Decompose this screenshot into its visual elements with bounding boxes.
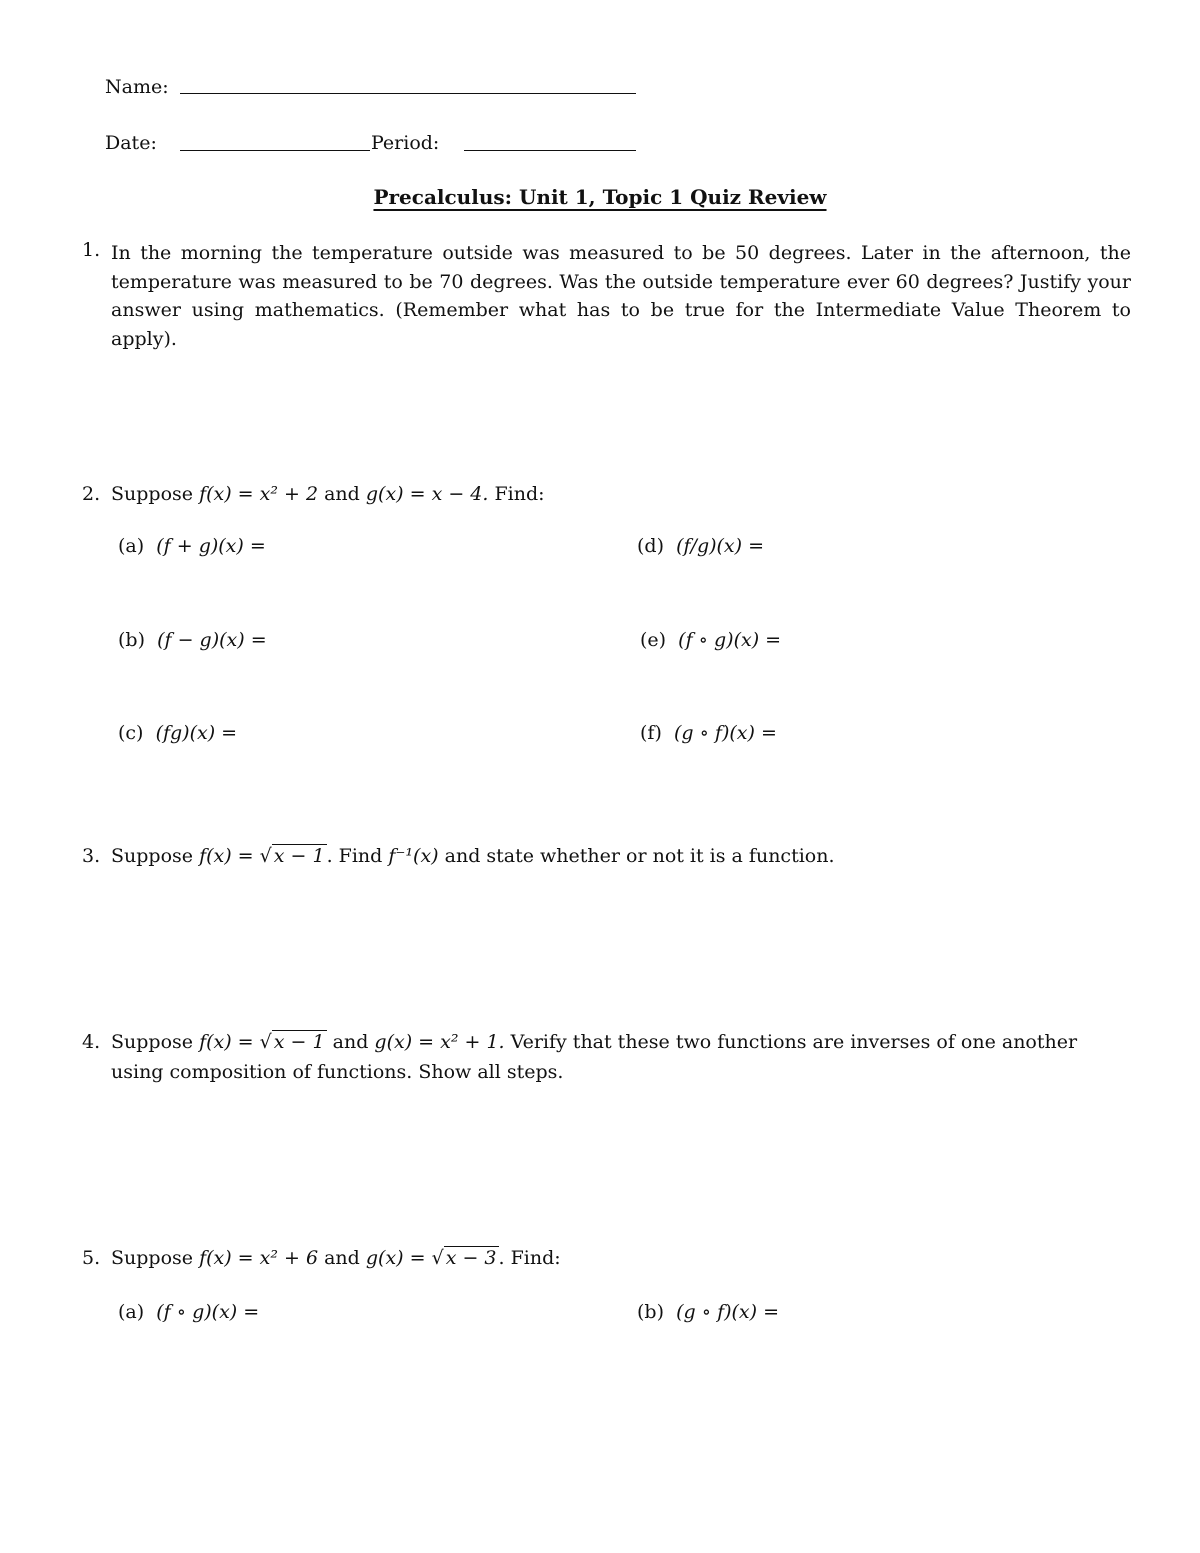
q3-f-lhs: f(x) = — [199, 845, 254, 867]
q5-number: 5. — [82, 1247, 101, 1269]
page-title: Precalculus: Unit 1, Topic 1 Quiz Review — [373, 185, 827, 209]
part-expression: (f/g)(x) = — [676, 535, 765, 557]
q1-number: 1. — [82, 239, 101, 261]
name-label: Name: — [105, 76, 169, 98]
q3-inverse: f⁻¹(x) — [388, 845, 439, 867]
q5-statement — [111, 1247, 561, 1269]
part-expression: (f ∘ g)(x) = — [678, 629, 782, 651]
q5-prefix: Suppose — [111, 1247, 194, 1269]
part-label: (f) — [640, 722, 662, 744]
part-expression: (g ∘ f)(x) = — [673, 722, 777, 744]
q3-suffix: and state whether or not it is a function. — [444, 845, 835, 867]
q5-joiner: and — [324, 1247, 360, 1269]
part-expression: (f + g)(x) = — [156, 535, 266, 557]
q4-joiner: and — [332, 1031, 369, 1053]
q3-number: 3. — [82, 845, 101, 867]
q4-radicand: x − 1 — [273, 1031, 325, 1053]
q2-part-a — [118, 535, 266, 557]
q3-radicand: x − 1 — [273, 845, 325, 867]
q4-f-lhs: f(x) = — [199, 1031, 254, 1053]
q2-number: 2. — [82, 483, 101, 505]
q4-statement-line1 — [111, 1031, 1077, 1053]
q4-number: 4. — [82, 1031, 101, 1053]
part-expression: (f − g)(x) = — [157, 629, 267, 651]
q5-g-lhs: g(x) = — [365, 1247, 426, 1269]
part-expression: (g ∘ f)(x) = — [676, 1301, 780, 1323]
q5-part-b — [637, 1301, 779, 1323]
q4-g-def: g(x) = x² + 1. — [374, 1031, 505, 1053]
date-label: Date: — [105, 132, 157, 154]
q4-line1-suffix: Verify that these two functions are inverses of one another — [510, 1031, 1078, 1053]
date-field-line[interactable] — [180, 150, 370, 151]
part-label: (e) — [640, 629, 667, 651]
q1-text: In the morning the temperature outside was measured to be 50 degrees. Later in the afternoon, the temperature was measured to be 70 degrees. Was the outside temperature ever 60 degrees? Justify your answer using mathematics. (Remember what has to be true for the Intermediate Value Theorem to apply). — [111, 242, 1131, 350]
part-expression: (fg)(x) = — [155, 722, 238, 744]
q5-part-a — [118, 1301, 259, 1323]
sqrt-symbol: √ x − 1 — [259, 845, 325, 867]
part-expression: (f ∘ g)(x) = — [156, 1301, 260, 1323]
period-label: Period: — [371, 132, 440, 154]
q5-suffix: . Find: — [498, 1247, 561, 1269]
period-field-line[interactable] — [464, 150, 636, 151]
part-label: (b) — [637, 1301, 664, 1323]
part-label: (a) — [118, 535, 145, 557]
q2-g-def: g(x) = x − 4. — [365, 483, 489, 505]
q4-statement-line2: using composition of functions. Show all steps. — [111, 1061, 564, 1083]
q2-suffix: Find: — [494, 483, 545, 505]
q2-prefix: Suppose — [111, 483, 194, 505]
q3-middle: . Find — [326, 845, 383, 867]
q3-prefix: Suppose — [111, 845, 194, 867]
sqrt-symbol: √ x − 1 — [259, 1031, 325, 1053]
part-label: (a) — [118, 1301, 145, 1323]
q2-part-b — [118, 629, 267, 651]
q2-f-def: f(x) = x² + 2 — [199, 483, 319, 505]
part-label: (d) — [637, 535, 664, 557]
name-field-line[interactable] — [180, 93, 636, 94]
q2-part-c — [118, 722, 237, 744]
q3-statement — [111, 845, 835, 867]
q2-joiner: and — [324, 483, 360, 505]
sqrt-symbol: √ x − 3 — [431, 1247, 497, 1269]
q2-part-e — [640, 629, 781, 651]
part-label: (c) — [118, 722, 144, 744]
q4-prefix: Suppose — [111, 1031, 194, 1053]
q2-statement — [111, 483, 545, 505]
q5-radicand: x − 3 — [445, 1247, 497, 1269]
part-label: (b) — [118, 629, 145, 651]
q5-f-def: f(x) = x² + 6 — [199, 1247, 319, 1269]
q2-part-d — [637, 535, 764, 557]
q2-part-f — [640, 722, 777, 744]
